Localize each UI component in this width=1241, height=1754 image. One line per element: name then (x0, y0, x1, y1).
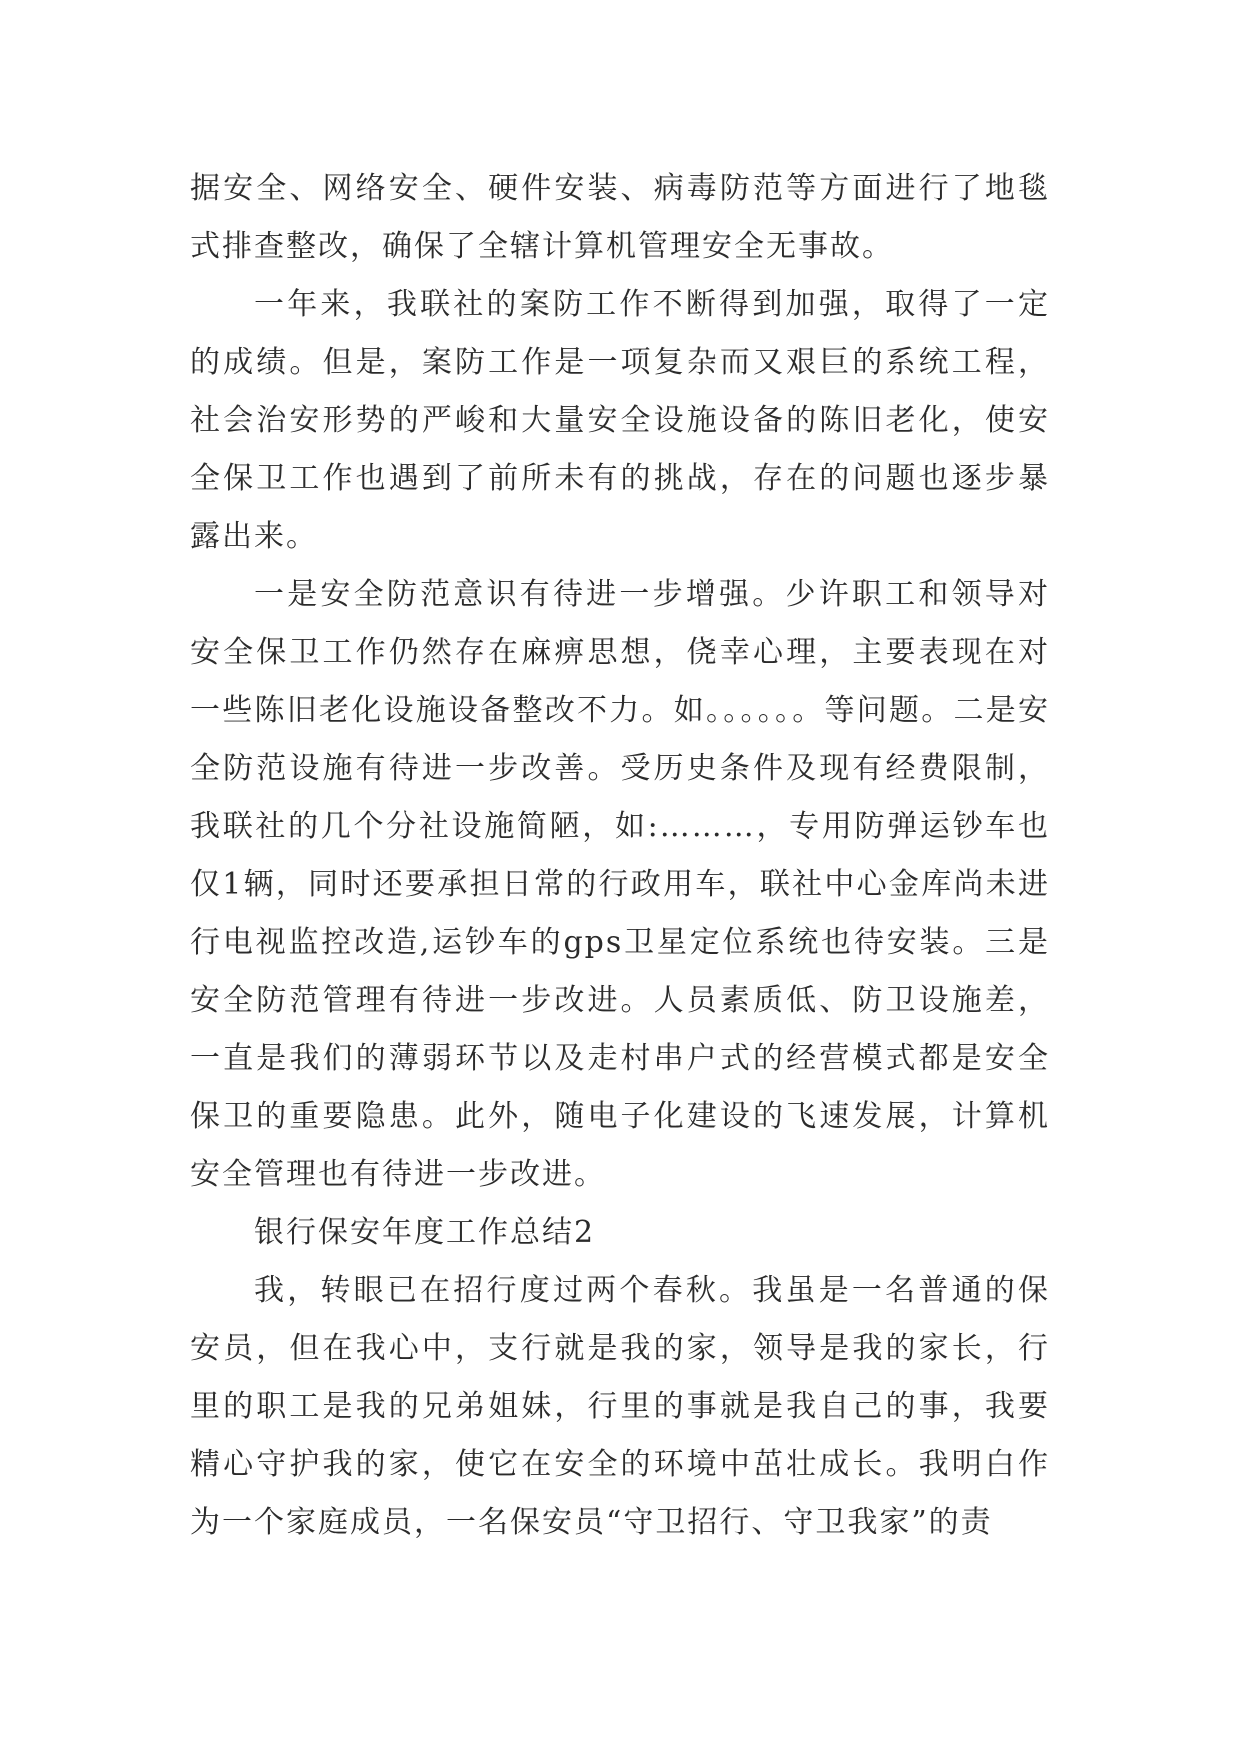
document-body (190, 160, 1050, 1552)
paragraph-continuation: 据安全、网络安全、硬件安装、病毒防范等方面进行了地毯式排查整改，确保了全辖计算机管理安全无事故。 (190, 171, 1050, 264)
section-heading: 银行保安年度工作总结2 (254, 1215, 596, 1250)
paragraph-intro: 我，转眼已在招行度过两个春秋。我虽是一名普通的保安员，但在我心中，支行就是我的家，领导是我的家长，行里的职工是我的兄弟姐妹，行里的事就是我自己的事，我要精心守护我的家，使它在安全的环境中茁壮成长。我明白作为一个家庭成员，一名保安员“守卫招行、守卫我家”的责 (190, 1273, 1050, 1540)
paragraph-summary: 一年来，我联社的案防工作不断得到加强，取得了一定的成绩。但是，案防工作是一项复杂而又艰巨的系统工程，社会治安形势的严峻和大量安全设施设备的陈旧老化，使安全保卫工作也遇到了前所未有的挑战，存在的问题也逐步暴露出来。 (190, 287, 1050, 554)
paragraph-problems: 一是安全防范意识有待进一步增强。少许职工和领导对安全保卫工作仍然存在麻痹思想，侥幸心理，主要表现在对一些陈旧老化设施设备整改不力。如。。。。。。等问题。二是安全防范设施有待进一步改善。受历史条件及现有经费限制，我联社的几个分社设施简陋，如:………，专用防弹运钞车也仅1辆，同时还要承担日常的行政用车，联社中心金库尚未进行电视监控改造,运钞车的gps卫星定位系统也待安装。三是安全防范管理有待进一步改进。人员素质低、防卫设施差，一直是我们的薄弱环节以及走村串户式的经营模式都是安全保卫的重要隐患。此外，随电子化建设的飞速发展，计算机安全管理也有待进一步改进。 (190, 577, 1050, 1192)
